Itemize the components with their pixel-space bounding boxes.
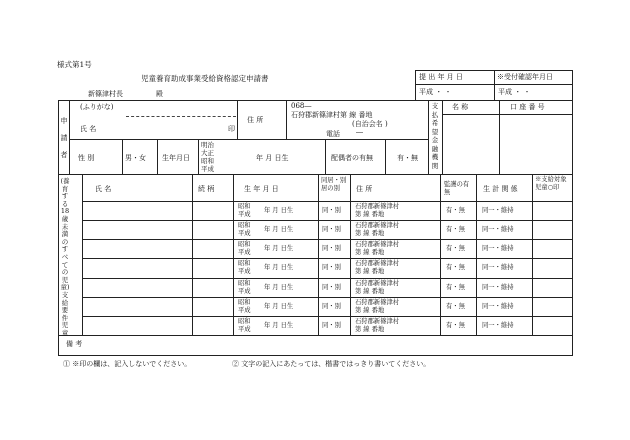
table-row[interactable]	[83, 240, 191, 258]
row-address-line2[interactable]: 第 線 番地	[355, 306, 385, 314]
row-address-line2[interactable]: 第 線 番地	[355, 211, 385, 218]
row-livelihood[interactable]: 同一・維持	[482, 302, 514, 310]
spouse-value[interactable]: 有・無	[397, 154, 418, 162]
row-era-showa[interactable]: 昭和	[238, 260, 251, 268]
child-birth-header: 生 年 月 日	[244, 185, 279, 193]
row-cohabit[interactable]: 同・別	[322, 264, 341, 272]
row-livelihood[interactable]: 同一・維持	[482, 264, 514, 272]
eligible-header: ※支給対象児童○印	[535, 176, 567, 191]
spouse-label: 配偶者の有無	[331, 154, 373, 162]
row-custody[interactable]: 有・無	[446, 283, 465, 291]
row-custody[interactable]: 有・無	[446, 302, 465, 310]
row-cohabit[interactable]: 同・別	[322, 226, 341, 234]
applicant-label: 申 請 者	[60, 117, 68, 159]
form-number: 様式第1号	[57, 60, 92, 69]
payment-institution-label: 支払希望金融機関	[431, 102, 439, 170]
remarks-label: 備 考	[66, 340, 83, 348]
row-cohabit[interactable]: 同・別	[322, 207, 341, 214]
row-birth-date[interactable]: 年 月 日生	[264, 264, 294, 272]
child-address-header: 住 所	[356, 185, 373, 193]
furigana-field[interactable]	[126, 103, 236, 115]
row-address-line1[interactable]: 石狩郡新篠津村	[355, 298, 400, 306]
row-era-showa[interactable]: 昭和	[238, 298, 251, 306]
row-cohabit[interactable]: 同・別	[322, 321, 341, 329]
row-address-line2[interactable]: 第 線 番地	[355, 287, 385, 295]
addressee-honorific: 殿	[156, 90, 163, 98]
era-meiji[interactable]: 明治	[201, 141, 214, 149]
row-era-heisei[interactable]: 平成	[238, 268, 251, 276]
custody-header: 監護の有 無	[444, 181, 470, 196]
table-row[interactable]	[83, 279, 191, 297]
row-birth-date[interactable]: 年 月 日生	[264, 302, 294, 310]
address-association-dash: ―	[356, 128, 363, 136]
row-birth-date[interactable]: 年 月 日生	[264, 245, 294, 253]
row-address-line1[interactable]: 石狩郡新篠津村	[355, 317, 400, 325]
row-livelihood[interactable]: 同一・維持	[482, 321, 514, 329]
livelihood-header: 生 計 関 係	[483, 185, 518, 193]
phone-label: 電話	[326, 130, 340, 138]
row-birth-date[interactable]: 年 月 日生	[264, 207, 294, 214]
row-address-line1[interactable]: 石狩郡新篠津村	[355, 260, 400, 268]
row-address-line2[interactable]: 第 線 番地	[355, 230, 385, 238]
relation-header: 続 柄	[198, 185, 215, 193]
row-address-line2[interactable]: 第 線 番地	[355, 325, 385, 333]
era-heisei[interactable]: 平成	[201, 165, 214, 173]
furigana-label: (ふりがな)	[80, 103, 114, 111]
receipt-date-field[interactable]: 平成 ・ ・	[498, 88, 531, 96]
child-name-header: 氏 名	[95, 185, 112, 193]
era-list	[201, 141, 214, 173]
row-birth-date[interactable]: 年 月 日生	[264, 226, 294, 234]
submitted-date-field[interactable]: 平成 ・ ・	[419, 88, 452, 96]
receipt-date-label: ※受付確認年月日	[497, 73, 553, 81]
row-address-line1[interactable]: 石狩郡新篠津村	[355, 222, 400, 230]
address-line[interactable]: 石狩郡新篠津村第 線 番地	[291, 111, 373, 119]
sex-label: 性 別	[78, 154, 95, 162]
account-number-header: 口 座 番 号	[510, 103, 545, 111]
row-era-heisei[interactable]: 平成	[238, 306, 251, 314]
table-row[interactable]	[83, 202, 191, 220]
row-era-showa[interactable]: 昭和	[238, 317, 251, 325]
bank-name-field[interactable]	[444, 116, 498, 173]
row-era-showa[interactable]: 昭和	[238, 203, 251, 210]
row-birth-date[interactable]: 年 月 日生	[264, 283, 294, 291]
row-cohabit[interactable]: 同・別	[322, 302, 341, 310]
birth-date-value[interactable]: 年 月 日生	[256, 154, 289, 162]
table-row[interactable]	[83, 317, 191, 335]
era-showa[interactable]: 昭和	[201, 157, 214, 165]
seal-mark: 印	[228, 125, 235, 133]
table-row[interactable]	[83, 298, 191, 316]
era-taisho[interactable]: 大正	[201, 149, 214, 157]
addressee: 新篠津村長	[88, 90, 123, 98]
row-address-line1[interactable]: 石狩郡新篠津村	[355, 241, 400, 249]
row-address-line2[interactable]: 第 線 番地	[355, 249, 385, 257]
birth-date-label: 生年月日	[162, 154, 190, 162]
row-era-heisei[interactable]: 平成	[238, 325, 251, 333]
row-era-heisei[interactable]: 平成	[238, 211, 251, 218]
row-address-line1[interactable]: 石狩郡新篠津村	[355, 279, 400, 287]
cohabit-header: 同居・別居の別	[321, 177, 347, 192]
row-era-heisei[interactable]: 平成	[238, 287, 251, 295]
row-era-heisei[interactable]: 平成	[238, 230, 251, 238]
name-label: 氏 名	[80, 125, 97, 133]
row-era-showa[interactable]: 昭和	[238, 241, 251, 249]
row-livelihood[interactable]: 同一・維持	[482, 207, 514, 214]
row-address-line2[interactable]: 第 線 番地	[355, 268, 385, 276]
account-number-field[interactable]	[501, 116, 571, 173]
address-postal: 068―	[291, 102, 312, 110]
table-row[interactable]	[83, 221, 191, 239]
row-custody[interactable]: 有・無	[446, 245, 465, 253]
row-livelihood[interactable]: 同一・維持	[482, 283, 514, 291]
row-cohabit[interactable]: 同・別	[322, 283, 341, 291]
row-livelihood[interactable]: 同一・維持	[482, 226, 514, 234]
name-field[interactable]	[126, 118, 226, 138]
submitted-date-label: 提 出 年 月 日	[419, 73, 463, 81]
row-custody[interactable]: 有・無	[446, 207, 465, 214]
row-era-heisei[interactable]: 平成	[238, 249, 251, 257]
table-row[interactable]	[83, 259, 191, 277]
row-livelihood[interactable]: 同一・維持	[482, 245, 514, 253]
sex-value[interactable]: 男・女	[125, 154, 146, 162]
remarks-field[interactable]	[100, 337, 570, 353]
row-era-showa[interactable]: 昭和	[238, 222, 251, 230]
page-title: 児童養育助成事業受給資格認定申請書	[141, 74, 269, 83]
row-cohabit[interactable]: 同・別	[322, 245, 341, 253]
bank-name-header: 名 称	[452, 103, 469, 111]
row-custody[interactable]: 有・無	[446, 226, 465, 234]
row-era-showa[interactable]: 昭和	[238, 279, 251, 287]
address-association[interactable]: (自治会名 )	[352, 120, 388, 128]
row-custody[interactable]: 有・無	[446, 321, 465, 329]
footnote-2: ② 文字の記入にあたっては、楷書ではっきり書いてください。	[232, 360, 431, 368]
footnote-1: ① ※印の欄は、記入しないでください。	[63, 360, 192, 368]
row-birth-date[interactable]: 年 月 日生	[264, 321, 294, 329]
row-address-line1[interactable]: 石狩郡新篠津村	[355, 203, 400, 210]
row-custody[interactable]: 有・無	[446, 264, 465, 272]
children-label: (養育する18歳未満のすべての児童)支給要件児童	[60, 177, 70, 337]
address-label: 住 所	[247, 116, 264, 124]
